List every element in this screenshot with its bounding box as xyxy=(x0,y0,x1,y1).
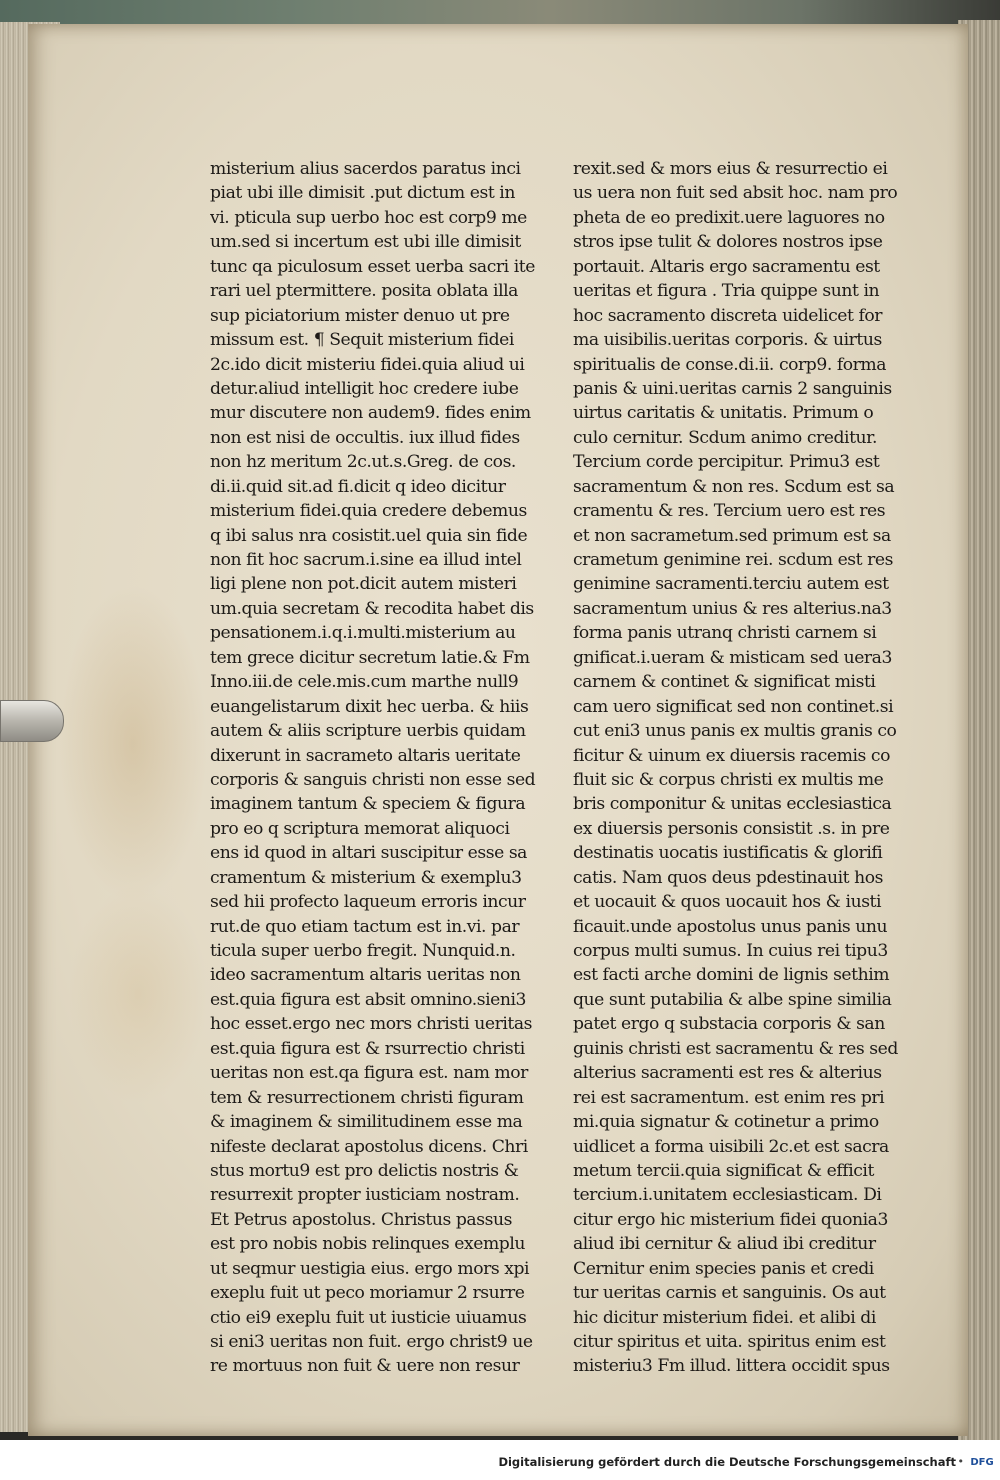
text-line: panis & uini.ueritas carnis 2 sanguinis xyxy=(573,378,892,399)
text-line: imaginem tantum & speciem & figura xyxy=(210,794,526,815)
text-line: rei est sacramentum. est enim res pri xyxy=(573,1087,885,1108)
text-line: um.sed si incertum est ubi ille dimisit xyxy=(210,232,521,253)
text-line: hoc esset.ergo nec mors christi ueritas xyxy=(210,1014,533,1035)
text-line: corpus multi sumus. In cuius rei tipu3 xyxy=(573,941,888,961)
text-line: cam uero significat sed non continet.si xyxy=(573,696,894,717)
text-line: alterius sacramenti est res & alterius xyxy=(573,1063,882,1084)
text-line: rut.de quo etiam tactum est in.vi. par xyxy=(210,916,520,937)
text-line: ideo sacramentum altaris ueritas non xyxy=(210,965,521,986)
text-line: misteriu3 Fm illud. littera occidit spus xyxy=(573,1356,890,1377)
text-line: aliud ibi cernitur & aliud ibi creditur xyxy=(573,1234,876,1255)
text-line: tem grece dicitur secretum latie.& Fm xyxy=(210,647,530,668)
text-line: di.ii.quid sit.ad fi.dicit q ideo dicitur xyxy=(210,476,506,497)
text-line: est.quia figura est absit omnino.sieni3 xyxy=(210,989,527,1010)
text-line: rexit.sed & mors eius & resurrectio ei xyxy=(573,159,888,179)
text-line: ficauit.unde apostolus unus panis unu xyxy=(573,916,888,937)
text-line: cramentum & misterium & exemplu3 xyxy=(210,867,522,888)
text-line: non fit hoc sacrum.i.sine ea illud intel xyxy=(210,550,522,570)
text-line: ex diuersis personis consistit .s. in pre xyxy=(573,818,890,839)
text-line: ficitur & uinum ex diuersis racemis co xyxy=(573,745,890,766)
text-line: detur.aliud intelligit hoc credere iube xyxy=(210,378,519,399)
text-line: sed hii profecto laqueum erroris incur xyxy=(210,892,526,913)
text-line: bris componitur & unitas ecclesiastica xyxy=(573,794,892,815)
text-line: um.quia secretam & recodita habet dis xyxy=(210,598,534,619)
footer-bar xyxy=(0,1440,1000,1480)
text-line: cramentu & res. Tercium uero est res xyxy=(573,501,886,522)
text-line: & imaginem & similitudinem esse ma xyxy=(210,1112,523,1133)
text-line: misterium fidei.quia credere debemus xyxy=(210,501,527,522)
text-line: ticula super uerbo fregit. Nunquid.n. xyxy=(210,941,516,961)
text-line: corporis & sanguis christi non esse sed xyxy=(210,769,536,790)
text-line: hic dicitur misterium fidei. et alibi di xyxy=(573,1307,876,1328)
text-line: guinis christi est sacramentu & res sed xyxy=(573,1038,898,1059)
text-line: citur ergo hic misterium fidei quonia3 xyxy=(573,1209,888,1230)
text-line: spiritualis de conse.di.ii. corp9. forma xyxy=(573,354,887,375)
water-stain xyxy=(58,584,208,904)
text-line: catis. Nam quos deus pdestinauit hos xyxy=(573,867,883,888)
text-line: pro eo q scriptura memorat aliquoci xyxy=(210,818,510,839)
text-line: ligi plene non pot.dicit autem misteri xyxy=(210,574,517,595)
text-line: euangelistarum dixit hec uerba. & hiis xyxy=(210,696,529,717)
text-line: mur discutere non audem9. fides enim xyxy=(210,403,531,424)
text-line: q ibi salus nra cosistit.uel quia sin fide xyxy=(210,525,528,546)
text-line: gnificat.i.ueram & misticam sed uera3 xyxy=(573,647,892,668)
text-line: vi. pticula sup uerbo hoc est corp9 me xyxy=(210,207,527,228)
text-line: rari uel ptermittere. posita oblata illa xyxy=(210,281,518,302)
page-clip xyxy=(0,700,64,742)
text-line: et non sacrametum.sed primum est sa xyxy=(573,525,891,546)
text-line: pensationem.i.q.i.multi.misterium au xyxy=(210,623,516,644)
text-line: culo cernitur. Scdum animo creditur. xyxy=(573,427,878,448)
text-line: non est nisi de occultis. iux illud fides xyxy=(210,427,520,448)
text-line: re mortuus non fuit & uere non resur xyxy=(210,1356,520,1377)
text-line: que sunt putabilia & albe spine similia xyxy=(573,989,892,1010)
text-line: si eni3 ueritas non fuit. ergo christ9 ue xyxy=(210,1332,533,1352)
text-line: tur ueritas carnis et sanguinis. Os aut xyxy=(573,1283,886,1304)
text-column-right xyxy=(573,157,903,1379)
text-line: ueritas non est.qa figura est. nam mor xyxy=(210,1063,528,1084)
text-line: pheta de eo predixit.uere laguores no xyxy=(573,207,885,228)
text-line: sacramentum unius & res alterius.na3 xyxy=(573,598,892,619)
text-line: genimine sacramenti.terciu autem est xyxy=(573,574,889,595)
text-line: tercium.i.unitatem ecclesiasticam. Di xyxy=(573,1185,882,1206)
text-line: 2c.ido dicit misteriu fidei.quia aliud ui xyxy=(210,354,525,375)
text-line: metum tercii.quia significat & efficit xyxy=(573,1160,874,1181)
text-line: ens id quod in altari suscipitur esse sa xyxy=(210,843,527,864)
text-line: stros ipse tulit & dolores nostros ipse xyxy=(573,232,883,253)
water-stain xyxy=(68,884,208,1104)
text-line: carnem & continet & significat misti xyxy=(573,672,876,693)
text-line: Cernitur enim species panis et credi xyxy=(573,1258,874,1279)
text-line: Tercium corde percipitur. Primu3 est xyxy=(573,452,880,473)
text-line: piat ubi ille dimisit .put dictum est in xyxy=(210,183,515,204)
text-line: sup piciatorium mister denuo ut pre xyxy=(210,305,510,326)
text-line: patet ergo q substacia corporis & san xyxy=(573,1014,885,1035)
footer-separator: • xyxy=(957,1455,964,1468)
text-line: misterium alius sacerdos paratus inci xyxy=(210,159,521,179)
text-line: crametum genimine rei. scdum est res xyxy=(573,550,893,570)
text-line: stus mortu9 est pro delictis nostris & xyxy=(210,1160,519,1181)
text-line: est pro nobis nobis relinques exemplu xyxy=(210,1234,526,1255)
text-line: nifeste declarat apostolus dicens. Chri xyxy=(210,1136,528,1157)
text-line: fluit sic & corpus christi ex multis me xyxy=(573,769,884,790)
funding-notice: Digitalisierung gefördert durch die Deutsche Forschungsgemeinschaft xyxy=(498,1455,956,1469)
text-line: ueritas et figura . Tria quippe sunt in xyxy=(573,281,880,302)
text-line: cut eni3 unus panis ex multis granis co xyxy=(573,721,897,742)
text-line: et uocauit & quos uocauit hos & iusti xyxy=(573,892,882,913)
text-column-left xyxy=(210,157,545,1379)
text-line: forma panis utranq christi carnem si xyxy=(573,623,877,644)
text-line: destinatis uocatis iustificatis & glorifi xyxy=(573,843,883,864)
text-line: hoc sacramento discreta uidelicet for xyxy=(573,305,883,326)
text-line: autem & aliis scripture uerbis quidam xyxy=(210,721,526,742)
text-line: uirtus caritatis & unitatis. Primum o xyxy=(573,403,874,424)
text-line: exeplu fuit ut peco moriamur 2 rsurre xyxy=(210,1283,525,1304)
text-line: est facti arche domini de lignis sethim xyxy=(573,965,890,986)
text-line: us uera non fuit sed absit hoc. nam pro xyxy=(573,183,898,204)
text-line: resurrexit propter iusticiam nostram. xyxy=(210,1185,520,1206)
text-line: citur spiritus et uita. spiritus enim est xyxy=(573,1332,886,1352)
text-line: est.quia figura est & rsurrectio christi xyxy=(210,1038,525,1059)
text-line: ut seqmur uestigia eius. ergo mors xpi xyxy=(210,1258,530,1279)
text-line: uidlicet a forma uisibili 2c.et est sacra xyxy=(573,1136,889,1157)
text-line: portauit. Altaris ergo sacramentu est xyxy=(573,256,880,277)
text-line: missum est. ¶ Sequit misterium fidei xyxy=(210,330,514,351)
text-line: Inno.iii.de cele.mis.cum marthe null9 xyxy=(210,672,519,693)
text-line: sacramentum & non res. Scdum est sa xyxy=(573,476,895,497)
text-line: dixerunt in sacrameto altaris ueritate xyxy=(210,745,521,766)
text-line: ctio ei9 exeplu fuit ut iusticie uiuamus xyxy=(210,1307,527,1328)
text-line: Et Petrus apostolus. Christus passus xyxy=(210,1209,512,1230)
text-line: ma uisibilis.ueritas corporis. & uirtus xyxy=(573,330,882,351)
text-line: tunc qa piculosum esset uerba sacri ite xyxy=(210,256,535,277)
text-line: tem & resurrectionem christi figuram xyxy=(210,1087,524,1108)
dfg-logo: DFG xyxy=(970,1457,994,1468)
text-line: mi.quia signatur & cotinetur a primo xyxy=(573,1112,879,1133)
text-line: non hz meritum 2c.ut.s.Greg. de cos. xyxy=(210,452,516,473)
